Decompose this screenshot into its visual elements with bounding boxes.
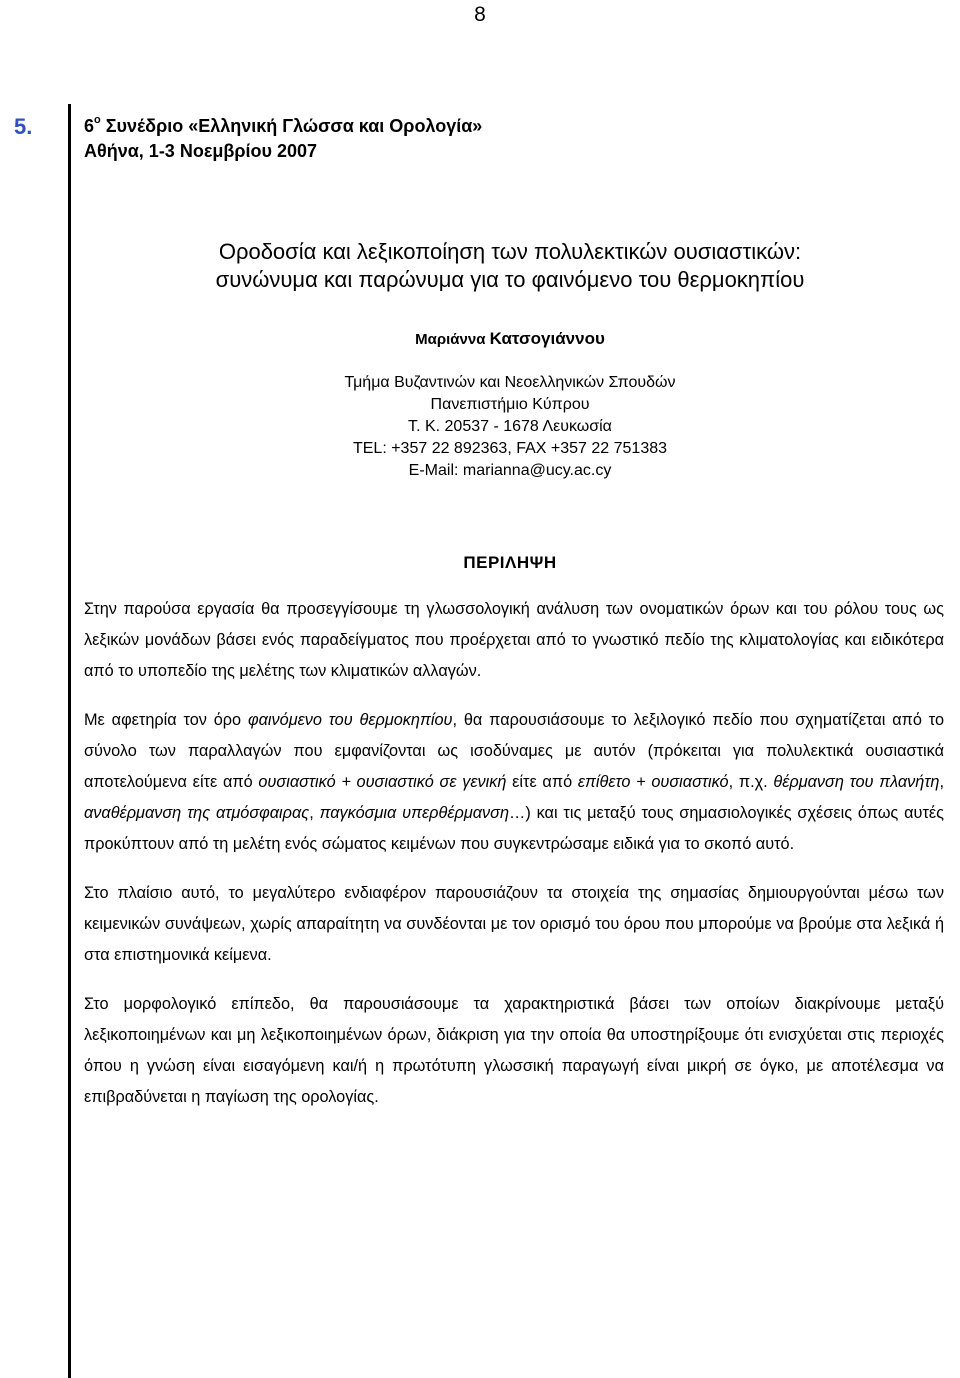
text-run: είτε από xyxy=(506,773,578,791)
author-affiliation xyxy=(80,372,940,482)
paper-title-line-1: Οροδοσία και λεξικοποίηση των πολυλεκτικών ουσιαστικών: xyxy=(218,239,802,264)
abstract-paragraph-2 xyxy=(84,705,944,860)
italic-term: ουσιαστικό + ουσιαστικό σε γενική xyxy=(258,773,507,791)
abstract-paragraph-4: Στο μορφολογικό επίπεδο, θα παρουσιάσουμε τα χαρακτηριστικά βάσει των οποίων διακρίνουμε μεταξύ λεξικοποιημένων και μη λεξικοποιημένων όρων, διάκριση για την οποία θα υποστηρίξουμε ότι ενισχύεται στις περιοχές όπου η γνώση είναι εισαγόμενη και/ή η πρωτότυπη γλωσσική παραγωγή είναι μικρή σε όγκο, με αποτέλεσμα να επιβραδύνεται η παγίωση της ορολογίας. xyxy=(84,995,944,1106)
text-run: , π.χ. xyxy=(728,773,774,791)
abstract-paragraph-1: Στην παρούσα εργασία θα προσεγγίσουμε τη γλωσσολογική ανάλυση των ονοματικών όρων και του ρόλου τους ως λεξικών μονάδων βάσει ενός παραδείγματος που προέρχεται από το γνωστικό πεδίο της κλιματολογίας και ειδικότερα από το υποπεδίο της μελέτης των κλιματικών αλλαγών. xyxy=(84,600,944,680)
paper-title-line-2: συνώνυμα και παρώνυμα για το φαινόμενο του θερμοκηπίου xyxy=(215,267,805,292)
italic-term: επίθετο + ουσιαστικό xyxy=(577,773,729,791)
section-number: 5. xyxy=(14,114,33,139)
page-number: 8 xyxy=(474,3,486,26)
affiliation-email: E-Mail: marianna@ucy.ac.cy xyxy=(408,462,612,479)
text-run: …) και τις μεταξύ τους σημασιολογικές σχέσεις όπως αυτές προκύπτουν από τη μελέτη ενός σώματος κειμένων που συγκεντρώσαμε ειδικά για το σκοπό αυτό. xyxy=(84,804,944,853)
affiliation-phone-fax: TEL: +357 22 892363, FAX +357 22 751383 xyxy=(352,440,668,457)
affiliation-university: Πανεπιστήμιο Κύπρου xyxy=(430,396,590,413)
text-run: , xyxy=(939,773,945,791)
abstract-body xyxy=(84,594,944,1131)
affiliation-address: Τ. Κ. 20537 - 1678 Λευκωσία xyxy=(408,418,612,435)
paper-title xyxy=(80,238,940,294)
abstract-paragraph-3: Στο πλαίσιο αυτό, το μεγαλύτερο ενδιαφέρον παρουσιάζουν τα στοιχεία της σημασίας δημιουργούνται μέσω των κειμενικών συνάψεων, χωρίς απαραίτητη να συνδέονται με τον ορισμό του όρου που μπορούμε να βρούμε στα λεξικά ή στα επιστημονικά κείμενα. xyxy=(84,884,944,964)
abstract-heading: ΠΕΡΙΛΗΨΗ xyxy=(463,553,557,572)
author-given-name: Μαριάννα xyxy=(415,331,490,348)
conference-ordinal-sup: ο xyxy=(94,114,101,126)
author-name xyxy=(80,329,940,349)
conference-header xyxy=(84,110,482,164)
text-run: , θα παρουσιάσουμε το λεξιλογικό πεδίο που σχηματίζεται από το σύνολο των παραλλαγών που εμφανίζονται ως ισοδύναμες με αυτόν (πρόκειται για πολυλεκτικά ουσιαστικά αποτελούμενα είτε από xyxy=(84,711,944,791)
conference-ordinal: 6 xyxy=(84,116,95,136)
conference-location-date: Αθήνα, 1-3 Νοεμβρίου 2007 xyxy=(84,141,318,161)
author-surname: Κατσογιάννου xyxy=(489,329,605,348)
conference-name xyxy=(84,110,482,139)
affiliation-department: Τμήμα Βυζαντινών και Νεοελληνικών Σπουδών xyxy=(344,374,676,391)
conference-title: Συνέδριο «Ελληνική Γλώσσα και Ορολογία» xyxy=(100,116,483,136)
text-run: Με αφετηρία τον όρο xyxy=(84,711,248,729)
italic-term: θέρμανση του πλανήτη xyxy=(773,773,940,791)
italic-term: αναθέρμανση της ατμόσφαιρας xyxy=(84,804,310,822)
left-margin-rule xyxy=(68,104,71,1378)
italic-term: φαινόμενο του θερμοκηπίου xyxy=(247,711,453,729)
text-run: , xyxy=(309,804,320,822)
italic-term: παγκόσμια υπερθέρμανση xyxy=(319,804,510,822)
